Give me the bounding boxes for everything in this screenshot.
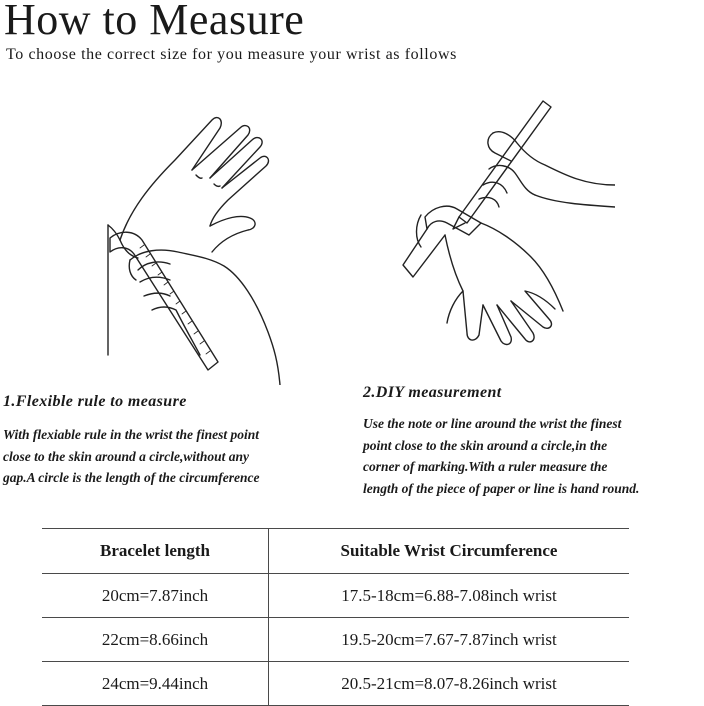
bracelet-length-cell: 22cm=8.66inch [42, 618, 269, 662]
table-header-row [42, 529, 629, 574]
step-2-line: length of the piece of paper or line is hand round. [363, 480, 640, 496]
diy-measurement-illustration [385, 95, 615, 365]
table-row [42, 618, 629, 662]
table-row [42, 574, 629, 618]
bracelet-length-cell: 24cm=9.44inch [42, 662, 269, 706]
step-1-heading: 1.Flexible rule to measure [3, 393, 187, 410]
step-2-line: corner of marking.With a ruler measure the [363, 459, 608, 474]
bracelet-length-cell: 20cm=7.87inch [42, 574, 269, 618]
table-row [42, 662, 629, 706]
wrist-circumference-cell: 19.5-20cm=7.67-7.87inch wrist [269, 618, 630, 662]
step-1-line: gap.A circle is the length of the circumference [3, 470, 260, 485]
page-subtitle: To choose the correct size for you measure your wrist as follows [6, 46, 457, 63]
step-2-line: point close to the skin around a circle,in the [363, 437, 608, 453]
step-1-description [3, 424, 259, 489]
flexible-rule-illustration [100, 100, 300, 385]
page-title: How to Measure [4, 0, 305, 44]
step-2-description [363, 413, 639, 499]
column-header: Suitable Wrist Circumference [269, 529, 630, 574]
wrist-circumference-cell: 17.5-18cm=6.88-7.08inch wrist [269, 574, 630, 618]
size-table [42, 528, 629, 706]
step-1-line: close to the skin around a circle,without any [3, 448, 250, 464]
step-2-line: Use the note or line around the wrist the finest [363, 416, 622, 431]
step-2-heading: 2.DIY measurement [363, 384, 502, 401]
wrist-circumference-cell: 20.5-21cm=8.07-8.26inch wrist [269, 662, 630, 706]
column-header: Bracelet length [42, 529, 269, 574]
step-1-line: With flexiable rule in the wrist the finest point [3, 427, 260, 442]
